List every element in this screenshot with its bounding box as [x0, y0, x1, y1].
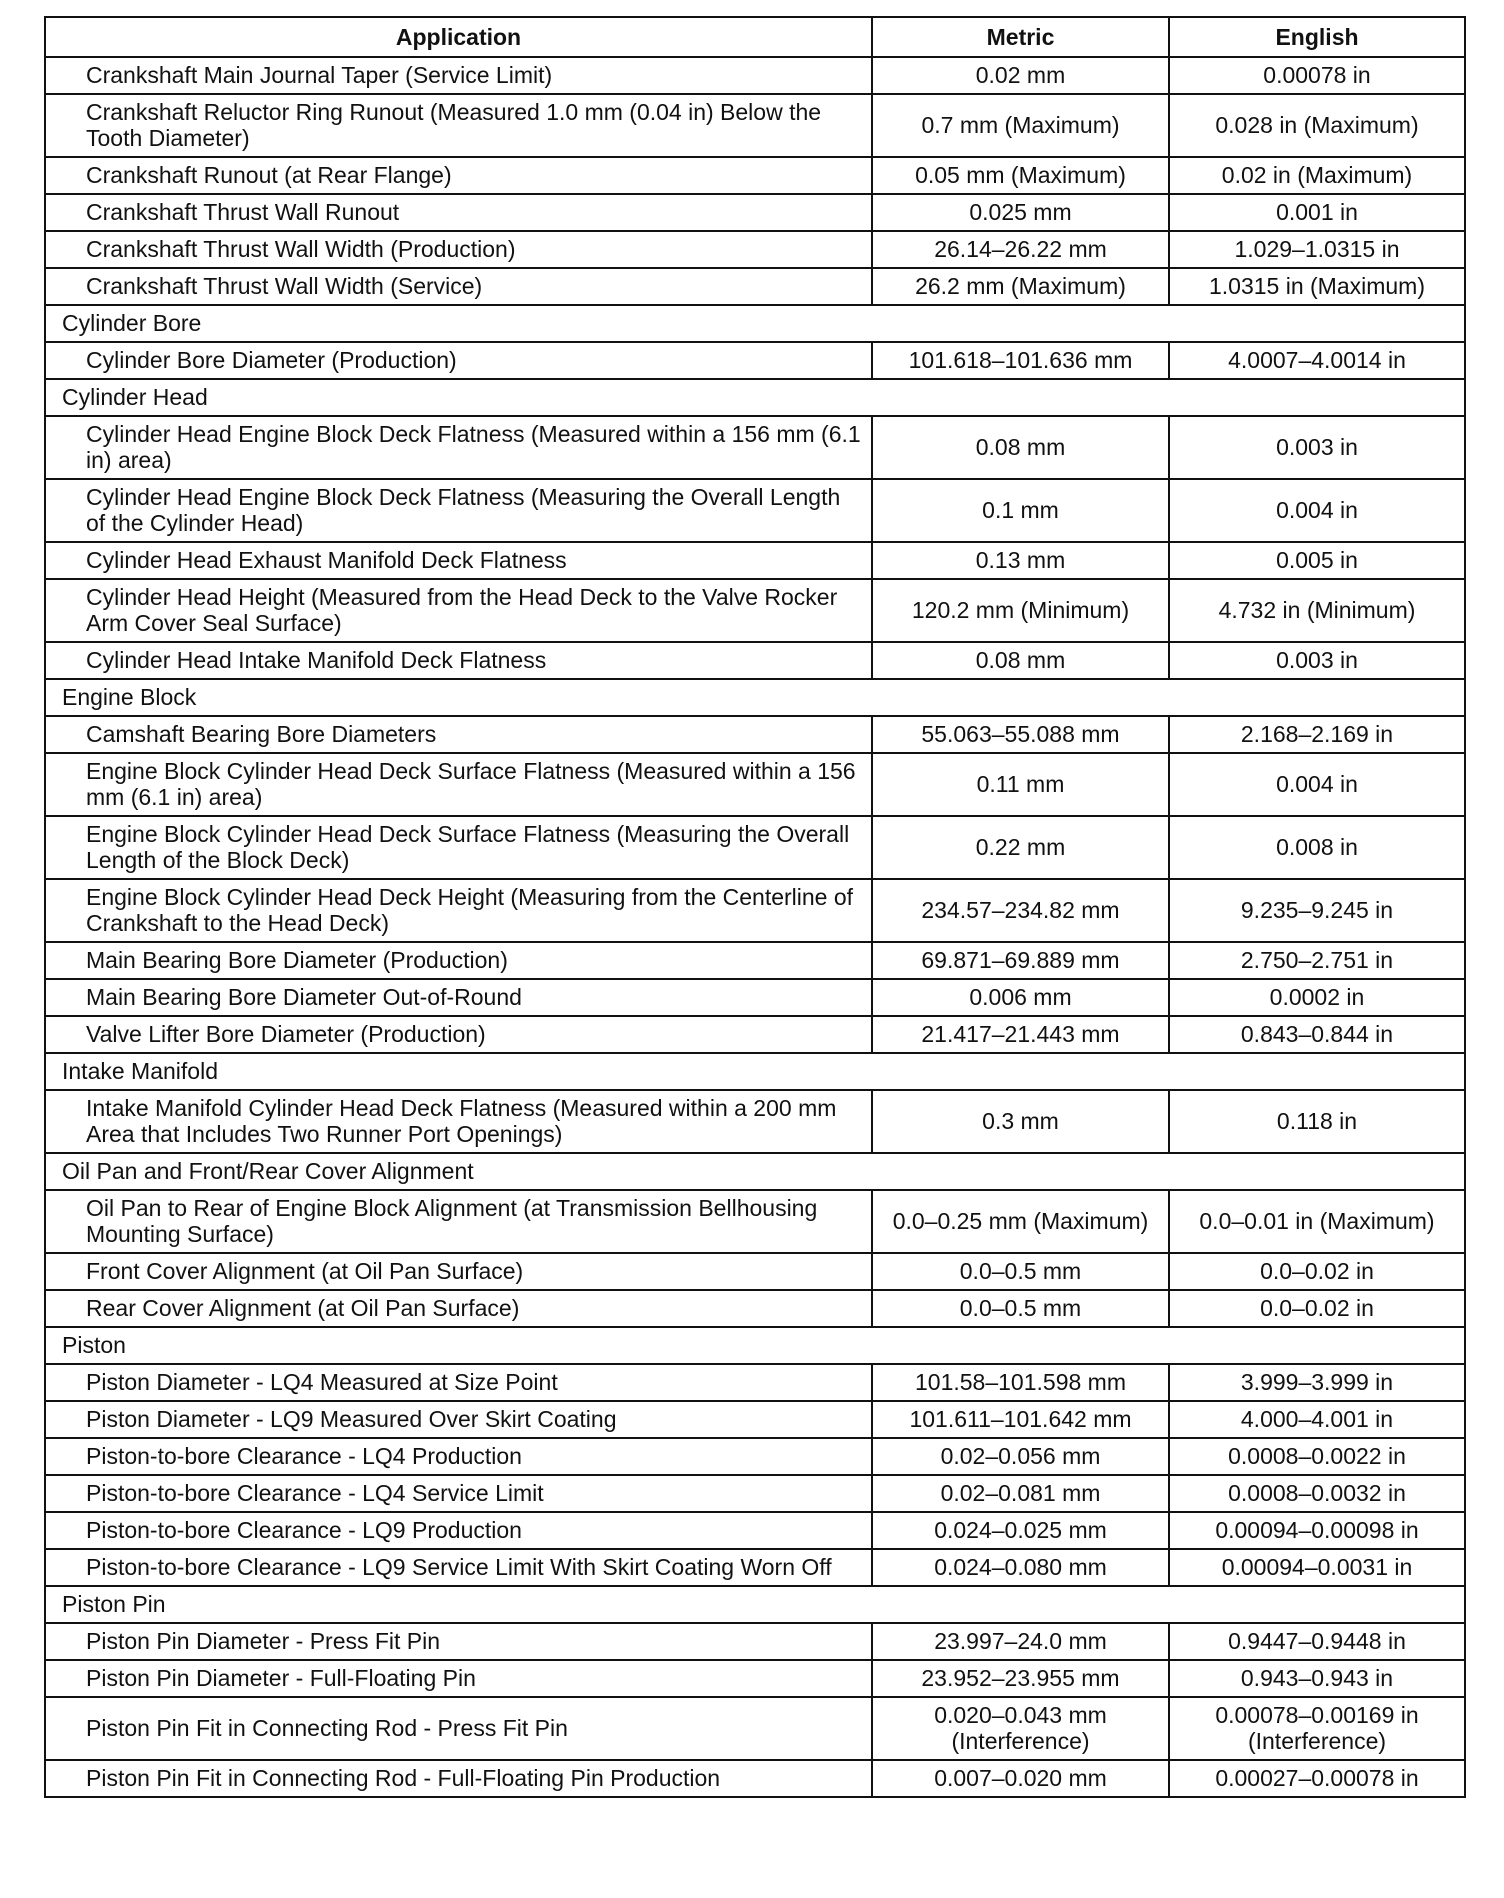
- header-row: [45, 17, 1465, 57]
- metric-cell: 101.618–101.636 mm: [872, 342, 1169, 379]
- english-cell: 0.118 in: [1169, 1090, 1465, 1153]
- english-cell: 0.0–0.02 in: [1169, 1253, 1465, 1290]
- application-cell: Rear Cover Alignment (at Oil Pan Surface): [45, 1290, 872, 1327]
- metric-cell: 0.0–0.5 mm: [872, 1290, 1169, 1327]
- section-label: Intake Manifold: [45, 1053, 1465, 1090]
- application-cell: Crankshaft Thrust Wall Width (Production): [45, 231, 872, 268]
- metric-cell: 0.007–0.020 mm: [872, 1760, 1169, 1797]
- application-cell: Camshaft Bearing Bore Diameters: [45, 716, 872, 753]
- table-row: [45, 816, 1465, 879]
- section-row: [45, 1586, 1465, 1623]
- english-cell: 0.00027–0.00078 in: [1169, 1760, 1465, 1797]
- metric-cell: 0.0–0.25 mm (Maximum): [872, 1190, 1169, 1253]
- english-cell: 0.004 in: [1169, 753, 1465, 816]
- table-row: [45, 1697, 1465, 1760]
- table-body: [45, 57, 1465, 1797]
- application-cell: Piston Pin Diameter - Press Fit Pin: [45, 1623, 872, 1660]
- section-row: [45, 1153, 1465, 1190]
- table-row: [45, 1364, 1465, 1401]
- table-header: [45, 17, 1465, 57]
- english-cell: 0.00094–0.00098 in: [1169, 1512, 1465, 1549]
- english-cell: 0.0–0.01 in (Maximum): [1169, 1190, 1465, 1253]
- table-row: [45, 416, 1465, 479]
- english-cell: 0.9447–0.9448 in: [1169, 1623, 1465, 1660]
- metric-cell: 0.13 mm: [872, 542, 1169, 579]
- english-cell: 0.843–0.844 in: [1169, 1016, 1465, 1053]
- metric-cell: 101.58–101.598 mm: [872, 1364, 1169, 1401]
- application-cell: Intake Manifold Cylinder Head Deck Flatness (Measured within a 200 mm Area that Includes Two Runner Port Openings): [45, 1090, 872, 1153]
- application-cell: Main Bearing Bore Diameter (Production): [45, 942, 872, 979]
- table-row: [45, 479, 1465, 542]
- table-row: [45, 1660, 1465, 1697]
- metric-cell: 26.14–26.22 mm: [872, 231, 1169, 268]
- metric-cell: 120.2 mm (Minimum): [872, 579, 1169, 642]
- metric-cell: 26.2 mm (Maximum): [872, 268, 1169, 305]
- application-cell: Piston Pin Fit in Connecting Rod - Press Fit Pin: [45, 1697, 872, 1760]
- english-cell: 0.003 in: [1169, 642, 1465, 679]
- table-row: [45, 1512, 1465, 1549]
- metric-cell: 23.997–24.0 mm: [872, 1623, 1169, 1660]
- specifications-table: [44, 16, 1466, 1798]
- english-cell: 1.029–1.0315 in: [1169, 231, 1465, 268]
- application-cell: Oil Pan to Rear of Engine Block Alignment (at Transmission Bellhousing Mounting Surface): [45, 1190, 872, 1253]
- section-row: [45, 379, 1465, 416]
- english-cell: 0.0002 in: [1169, 979, 1465, 1016]
- english-cell: 0.0008–0.0022 in: [1169, 1438, 1465, 1475]
- metric-cell: 0.05 mm (Maximum): [872, 157, 1169, 194]
- english-cell: 4.0007–4.0014 in: [1169, 342, 1465, 379]
- table-row: [45, 1760, 1465, 1797]
- metric-cell: 21.417–21.443 mm: [872, 1016, 1169, 1053]
- section-label: Piston: [45, 1327, 1465, 1364]
- table-row: [45, 231, 1465, 268]
- section-row: [45, 679, 1465, 716]
- english-cell: 0.02 in (Maximum): [1169, 157, 1465, 194]
- section-label: Cylinder Head: [45, 379, 1465, 416]
- metric-cell: 0.08 mm: [872, 416, 1169, 479]
- metric-cell: 0.025 mm: [872, 194, 1169, 231]
- application-cell: Piston Diameter - LQ4 Measured at Size Point: [45, 1364, 872, 1401]
- metric-cell: 0.024–0.025 mm: [872, 1512, 1169, 1549]
- table-row: [45, 57, 1465, 94]
- application-cell: Engine Block Cylinder Head Deck Surface Flatness (Measuring the Overall Length of the Block Deck): [45, 816, 872, 879]
- section-row: [45, 1053, 1465, 1090]
- metric-cell: 0.02–0.081 mm: [872, 1475, 1169, 1512]
- metric-cell: 69.871–69.889 mm: [872, 942, 1169, 979]
- metric-cell: 0.3 mm: [872, 1090, 1169, 1153]
- section-row: [45, 305, 1465, 342]
- application-cell: Crankshaft Runout (at Rear Flange): [45, 157, 872, 194]
- application-cell: Crankshaft Thrust Wall Width (Service): [45, 268, 872, 305]
- application-cell: Cylinder Head Engine Block Deck Flatness (Measuring the Overall Length of the Cylinder Head): [45, 479, 872, 542]
- table-row: [45, 1438, 1465, 1475]
- table-row: [45, 942, 1465, 979]
- english-cell: 1.0315 in (Maximum): [1169, 268, 1465, 305]
- table-row: [45, 1253, 1465, 1290]
- application-cell: Piston-to-bore Clearance - LQ9 Service Limit With Skirt Coating Worn Off: [45, 1549, 872, 1586]
- table-row: [45, 194, 1465, 231]
- application-cell: Crankshaft Thrust Wall Runout: [45, 194, 872, 231]
- table-row: [45, 642, 1465, 679]
- header-metric: Metric: [872, 17, 1169, 57]
- table-row: [45, 716, 1465, 753]
- english-cell: 2.750–2.751 in: [1169, 942, 1465, 979]
- table-row: [45, 157, 1465, 194]
- application-cell: Valve Lifter Bore Diameter (Production): [45, 1016, 872, 1053]
- table-row: [45, 753, 1465, 816]
- english-cell: 0.001 in: [1169, 194, 1465, 231]
- metric-cell: 0.020–0.043 mm (Interference): [872, 1697, 1169, 1760]
- metric-cell: 0.006 mm: [872, 979, 1169, 1016]
- metric-cell: 0.02 mm: [872, 57, 1169, 94]
- table-row: [45, 542, 1465, 579]
- english-cell: 0.005 in: [1169, 542, 1465, 579]
- application-cell: Crankshaft Reluctor Ring Runout (Measured 1.0 mm (0.04 in) Below the Tooth Diameter): [45, 94, 872, 157]
- metric-cell: 0.08 mm: [872, 642, 1169, 679]
- application-cell: Crankshaft Main Journal Taper (Service Limit): [45, 57, 872, 94]
- table-row: [45, 1475, 1465, 1512]
- table-row: [45, 1549, 1465, 1586]
- table-row: [45, 1190, 1465, 1253]
- metric-cell: 0.0–0.5 mm: [872, 1253, 1169, 1290]
- metric-cell: 0.22 mm: [872, 816, 1169, 879]
- application-cell: Piston Diameter - LQ9 Measured Over Skirt Coating: [45, 1401, 872, 1438]
- application-cell: Piston Pin Fit in Connecting Rod - Full-Floating Pin Production: [45, 1760, 872, 1797]
- english-cell: 0.00094–0.0031 in: [1169, 1549, 1465, 1586]
- table-row: [45, 94, 1465, 157]
- english-cell: 9.235–9.245 in: [1169, 879, 1465, 942]
- application-cell: Piston-to-bore Clearance - LQ9 Production: [45, 1512, 872, 1549]
- metric-cell: 23.952–23.955 mm: [872, 1660, 1169, 1697]
- metric-cell: 0.02–0.056 mm: [872, 1438, 1169, 1475]
- application-cell: Engine Block Cylinder Head Deck Surface Flatness (Measured within a 156 mm (6.1 in) area): [45, 753, 872, 816]
- application-cell: Engine Block Cylinder Head Deck Height (Measuring from the Centerline of Crankshaft to the Head Deck): [45, 879, 872, 942]
- section-label: Piston Pin: [45, 1586, 1465, 1623]
- application-cell: Cylinder Head Exhaust Manifold Deck Flatness: [45, 542, 872, 579]
- table-row: [45, 979, 1465, 1016]
- section-row: [45, 1327, 1465, 1364]
- metric-cell: 0.11 mm: [872, 753, 1169, 816]
- section-label: Cylinder Bore: [45, 305, 1465, 342]
- table-row: [45, 879, 1465, 942]
- english-cell: 0.004 in: [1169, 479, 1465, 542]
- header-application: Application: [45, 17, 872, 57]
- application-cell: Cylinder Head Engine Block Deck Flatness (Measured within a 156 mm (6.1 in) area): [45, 416, 872, 479]
- english-cell: 2.168–2.169 in: [1169, 716, 1465, 753]
- english-cell: 0.0008–0.0032 in: [1169, 1475, 1465, 1512]
- english-cell: 0.003 in: [1169, 416, 1465, 479]
- metric-cell: 0.024–0.080 mm: [872, 1549, 1169, 1586]
- english-cell: 4.000–4.001 in: [1169, 1401, 1465, 1438]
- english-cell: 0.943–0.943 in: [1169, 1660, 1465, 1697]
- header-english: English: [1169, 17, 1465, 57]
- application-cell: Piston Pin Diameter - Full-Floating Pin: [45, 1660, 872, 1697]
- table-row: [45, 1290, 1465, 1327]
- table-row: [45, 1401, 1465, 1438]
- english-cell: 0.00078 in: [1169, 57, 1465, 94]
- application-cell: Cylinder Head Intake Manifold Deck Flatness: [45, 642, 872, 679]
- english-cell: 0.008 in: [1169, 816, 1465, 879]
- application-cell: Main Bearing Bore Diameter Out-of-Round: [45, 979, 872, 1016]
- section-label: Oil Pan and Front/Rear Cover Alignment: [45, 1153, 1465, 1190]
- metric-cell: 234.57–234.82 mm: [872, 879, 1169, 942]
- metric-cell: 0.1 mm: [872, 479, 1169, 542]
- english-cell: 0.028 in (Maximum): [1169, 94, 1465, 157]
- english-cell: 0.00078–0.00169 in (Interference): [1169, 1697, 1465, 1760]
- application-cell: Cylinder Bore Diameter (Production): [45, 342, 872, 379]
- table-row: [45, 1016, 1465, 1053]
- application-cell: Cylinder Head Height (Measured from the Head Deck to the Valve Rocker Arm Cover Seal Surface): [45, 579, 872, 642]
- metric-cell: 55.063–55.088 mm: [872, 716, 1169, 753]
- metric-cell: 0.7 mm (Maximum): [872, 94, 1169, 157]
- section-label: Engine Block: [45, 679, 1465, 716]
- english-cell: 3.999–3.999 in: [1169, 1364, 1465, 1401]
- table-row: [45, 579, 1465, 642]
- table-row: [45, 268, 1465, 305]
- english-cell: 4.732 in (Minimum): [1169, 579, 1465, 642]
- english-cell: 0.0–0.02 in: [1169, 1290, 1465, 1327]
- application-cell: Piston-to-bore Clearance - LQ4 Production: [45, 1438, 872, 1475]
- application-cell: Piston-to-bore Clearance - LQ4 Service Limit: [45, 1475, 872, 1512]
- table-row: [45, 1090, 1465, 1153]
- metric-cell: 101.611–101.642 mm: [872, 1401, 1169, 1438]
- table-row: [45, 342, 1465, 379]
- table-row: [45, 1623, 1465, 1660]
- application-cell: Front Cover Alignment (at Oil Pan Surface): [45, 1253, 872, 1290]
